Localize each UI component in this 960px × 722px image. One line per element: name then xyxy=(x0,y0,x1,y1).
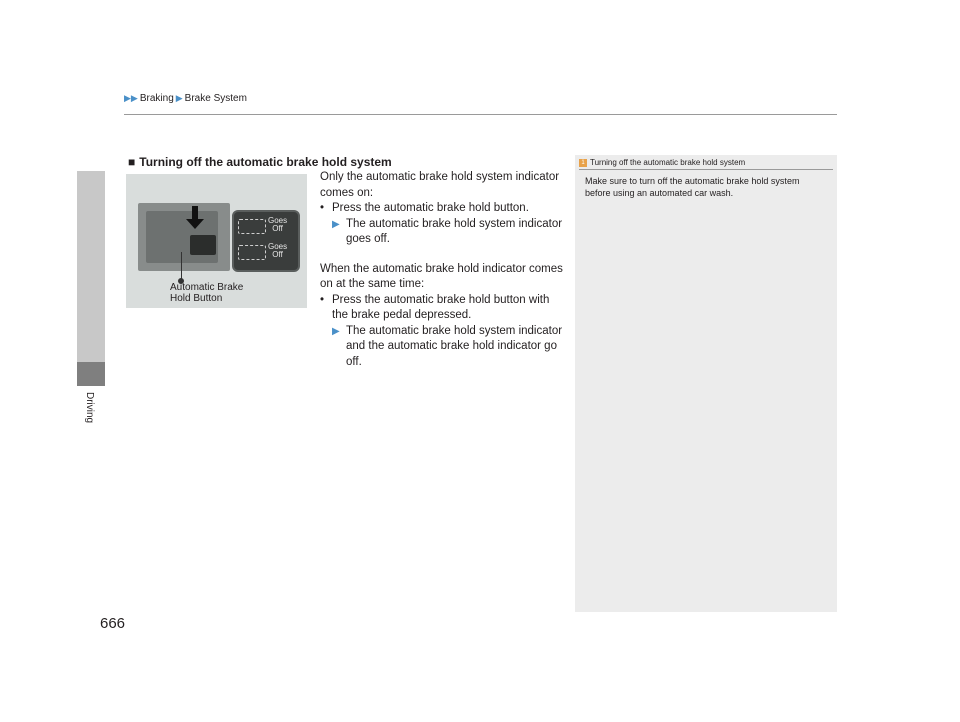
result-arrow-icon: ▶ xyxy=(332,218,340,230)
bullet-2 xyxy=(320,293,565,324)
body-text xyxy=(320,170,565,370)
breadcrumb-arrow-icon: ▶ xyxy=(175,93,183,103)
bullet-dot: • xyxy=(320,293,325,306)
bullet-1-result-text: The automatic brake hold system indicator goes off. xyxy=(346,217,563,245)
indicator-1-label xyxy=(268,217,287,233)
illustration xyxy=(126,174,307,308)
breadcrumb xyxy=(124,93,247,104)
brake-hold-button-graphic xyxy=(190,235,216,255)
section-heading xyxy=(128,155,392,169)
note-title-text: Turning off the automatic brake hold system xyxy=(590,158,746,167)
breadcrumb-arrow-icon: ▶▶ xyxy=(124,93,138,103)
note-rule xyxy=(579,169,833,170)
section-marker: ■ xyxy=(128,155,136,169)
sidebar-tab-active xyxy=(77,362,105,386)
bullet-dot: • xyxy=(320,202,325,214)
side-note xyxy=(575,155,837,612)
sidebar-label: Driving xyxy=(84,392,95,424)
page-number: 666 xyxy=(100,615,126,632)
note-title xyxy=(579,158,745,167)
note-body: Make sure to turn off the automatic brake hold system before using an automated car wash. xyxy=(585,176,800,198)
indicator-2-label xyxy=(268,243,287,259)
callout-line1: Automatic Brake xyxy=(170,282,244,293)
callout-line2: Hold Button xyxy=(170,293,223,304)
breadcrumb-level1[interactable]: Braking xyxy=(139,93,174,104)
indicator-1-line2: Off xyxy=(272,224,283,233)
breadcrumb-level2[interactable]: Brake System xyxy=(184,93,247,104)
callout-label xyxy=(170,282,243,304)
indicator-2-outline xyxy=(238,245,266,260)
press-arrow-head-icon xyxy=(186,219,204,229)
intro2-paragraph: When the automatic brake hold indicator comes on at the same time: xyxy=(320,262,563,290)
bullet-1-text: Press the automatic brake hold button. xyxy=(332,202,529,214)
note-number-badge: 1 xyxy=(579,159,587,167)
bullet-1 xyxy=(320,201,565,217)
header-rule xyxy=(124,114,837,115)
indicator-1-line1: Goes xyxy=(268,216,288,225)
indicator-1-outline xyxy=(238,219,266,234)
instrument-cluster xyxy=(232,210,300,272)
sidebar-tab xyxy=(77,171,105,362)
callout-leader-line xyxy=(181,252,182,280)
indicator-2-line2: Off xyxy=(272,250,283,259)
bullet-2-result-text: The automatic brake hold system indicator and the automatic brake hold indicator go off. xyxy=(346,324,563,368)
indicator-2-line1: Goes xyxy=(268,242,288,251)
switch-panel-inner xyxy=(146,211,218,263)
bullet-2-result xyxy=(320,324,565,371)
bullet-1-result xyxy=(320,217,565,248)
switch-panel xyxy=(138,203,230,271)
result-arrow-icon: ▶ xyxy=(332,325,340,337)
bullet-2-text: Press the automatic brake hold button with the brake pedal depressed. xyxy=(332,293,550,321)
intro-paragraph: Only the automatic brake hold system indicator comes on: xyxy=(320,171,560,199)
section-title: Turning off the automatic brake hold system xyxy=(139,155,392,169)
